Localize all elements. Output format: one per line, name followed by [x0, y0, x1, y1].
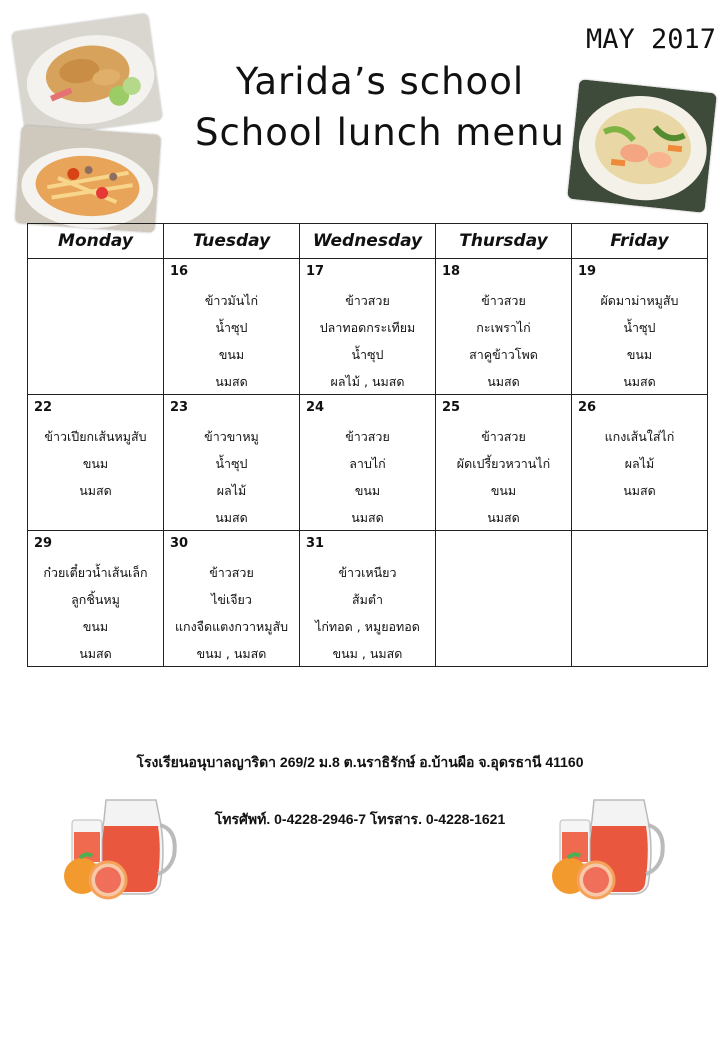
menu-item-list — [300, 559, 435, 667]
menu-item: ผัดมาม่าหมูสับ — [600, 293, 679, 308]
lunch-menu-table — [27, 223, 708, 667]
day-header-thursday: Thursday — [436, 224, 572, 259]
menu-item: ขนม , นมสด — [196, 646, 267, 661]
menu-item-list — [164, 287, 299, 395]
menu-cell-thursday — [436, 395, 572, 531]
date-number: 16 — [170, 264, 189, 279]
menu-item: ขนม — [82, 456, 109, 471]
menu-item: ข้าวขาหมู — [204, 429, 259, 444]
menu-item-list — [300, 423, 435, 531]
menu-cell-monday — [28, 259, 164, 395]
menu-week-row — [28, 395, 708, 531]
menu-item-list — [28, 559, 163, 667]
day-header-friday: Friday — [572, 224, 708, 259]
menu-cell-monday — [28, 531, 164, 667]
menu-week-row — [28, 259, 708, 395]
menu-cell-friday — [572, 395, 708, 531]
menu-item: ข้าวเหนียว — [338, 565, 397, 580]
menu-cell-friday — [572, 259, 708, 395]
menu-item: น้ำซุป — [351, 347, 384, 362]
date-number: 24 — [306, 400, 325, 415]
menu-item-list — [572, 287, 707, 395]
menu-item: ข้าวมันไก่ — [204, 293, 259, 308]
date-number: 29 — [34, 536, 53, 551]
menu-item: ขนม — [354, 483, 381, 498]
menu-item: ผัดเปรี้ยวหวานไก่ — [456, 456, 551, 471]
day-header-row — [28, 224, 708, 259]
menu-item-list — [436, 423, 571, 531]
menu-item: นมสด — [351, 510, 384, 525]
menu-item: นมสด — [487, 374, 520, 389]
menu-item: ขนม — [626, 347, 653, 362]
menu-item: ข้าวสวย — [345, 293, 390, 308]
menu-cell-tuesday — [164, 531, 300, 667]
menu-item-list — [300, 287, 435, 395]
menu-item: นมสด — [487, 510, 520, 525]
menu-item-list — [164, 423, 299, 531]
menu-item: ลาบไก่ — [349, 456, 386, 471]
menu-cell-wednesday — [300, 259, 436, 395]
date-number: 22 — [34, 400, 53, 415]
date-number: 19 — [578, 264, 597, 279]
menu-cell-thursday — [436, 531, 572, 667]
menu-item: นมสด — [79, 483, 112, 498]
menu-item-list — [164, 559, 299, 667]
som-tam-salad-photo — [15, 125, 161, 233]
menu-week-row — [28, 531, 708, 667]
menu-item: ผลไม้ — [624, 456, 655, 471]
menu-item: น้ำซุป — [623, 320, 656, 335]
menu-item: ไก่ทอด , หมูยอทอด — [315, 619, 420, 634]
menu-title: School lunch menu — [194, 111, 566, 154]
menu-item-list — [572, 423, 707, 504]
date-number: 17 — [306, 264, 325, 279]
day-header-tuesday: Tuesday — [164, 224, 300, 259]
day-header-monday: Monday — [28, 224, 164, 259]
school-phone: โทรศัพท์. 0-4228-2946-7 โทรสาร. 0-4228-1621 — [214, 811, 506, 827]
shrimp-stir-fry-photo — [567, 79, 717, 213]
date-number: 30 — [170, 536, 189, 551]
school-address: โรงเรียนอนุบาลญาริดา 269/2 ม.8 ต.นราธิรักษ์ อ.บ้านผือ จ.อุดรธานี 41160 — [136, 754, 584, 770]
menu-item: ลูกชิ้นหมู — [71, 592, 120, 607]
menu-item: ข้าวสวย — [481, 429, 526, 444]
menu-cell-tuesday — [164, 259, 300, 395]
juice-pitcher-right-image — [548, 790, 673, 906]
menu-item: ขนม — [82, 619, 109, 634]
menu-item: น้ำซุป — [215, 456, 248, 471]
menu-cell-tuesday — [164, 395, 300, 531]
menu-item: ขนม , นมสด — [332, 646, 403, 661]
menu-item: นมสด — [79, 646, 112, 661]
date-number: 31 — [306, 536, 325, 551]
menu-item: ข้าวสวย — [209, 565, 254, 580]
menu-item: ผลไม้ , นมสด — [330, 374, 405, 389]
menu-body — [28, 259, 708, 667]
menu-item: ข้าวสวย — [345, 429, 390, 444]
date-number: 25 — [442, 400, 461, 415]
juice-pitcher-left-image — [60, 790, 185, 906]
menu-cell-wednesday — [300, 531, 436, 667]
menu-item: นมสด — [623, 374, 656, 389]
menu-item: แกงเส้นใส่ไก่ — [604, 429, 675, 444]
menu-item-list — [436, 287, 571, 395]
menu-cell-wednesday — [300, 395, 436, 531]
menu-item: นมสด — [623, 483, 656, 498]
month-label: MAY 2017 — [585, 24, 716, 55]
date-number: 18 — [442, 264, 461, 279]
menu-item: นมสด — [215, 374, 248, 389]
date-number: 23 — [170, 400, 189, 415]
menu-item: ปลาทอดกระเทียม — [319, 320, 416, 335]
menu-item: ไข่เจียว — [211, 592, 252, 607]
pad-thai-photo — [11, 13, 163, 139]
menu-item: ข้าวสวย — [481, 293, 526, 308]
menu-cell-monday — [28, 395, 164, 531]
menu-cell-friday — [572, 531, 708, 667]
menu-item: น้ำซุป — [215, 320, 248, 335]
menu-item: ขนม — [218, 347, 245, 362]
menu-item: ก๋วยเตี๋ยวน้ำเส้นเล็ก — [43, 565, 148, 580]
menu-item: ผลไม้ — [216, 483, 247, 498]
menu-item: ขนม — [490, 483, 517, 498]
menu-item-list — [28, 423, 163, 504]
school-name: Yarida’s school — [235, 60, 525, 103]
date-number: 26 — [578, 400, 597, 415]
menu-item: แกงจืดแตงกวาหมูสับ — [174, 619, 289, 634]
menu-item: นมสด — [215, 510, 248, 525]
day-header-wednesday: Wednesday — [300, 224, 436, 259]
menu-item: ข้าวเปียกเส้นหมูสับ — [44, 429, 147, 444]
menu-cell-thursday — [436, 259, 572, 395]
menu-item: สาคูข้าวโพด — [469, 347, 538, 362]
menu-item: ส้มตำ — [351, 592, 383, 607]
menu-item: กะเพราไก่ — [476, 320, 531, 335]
